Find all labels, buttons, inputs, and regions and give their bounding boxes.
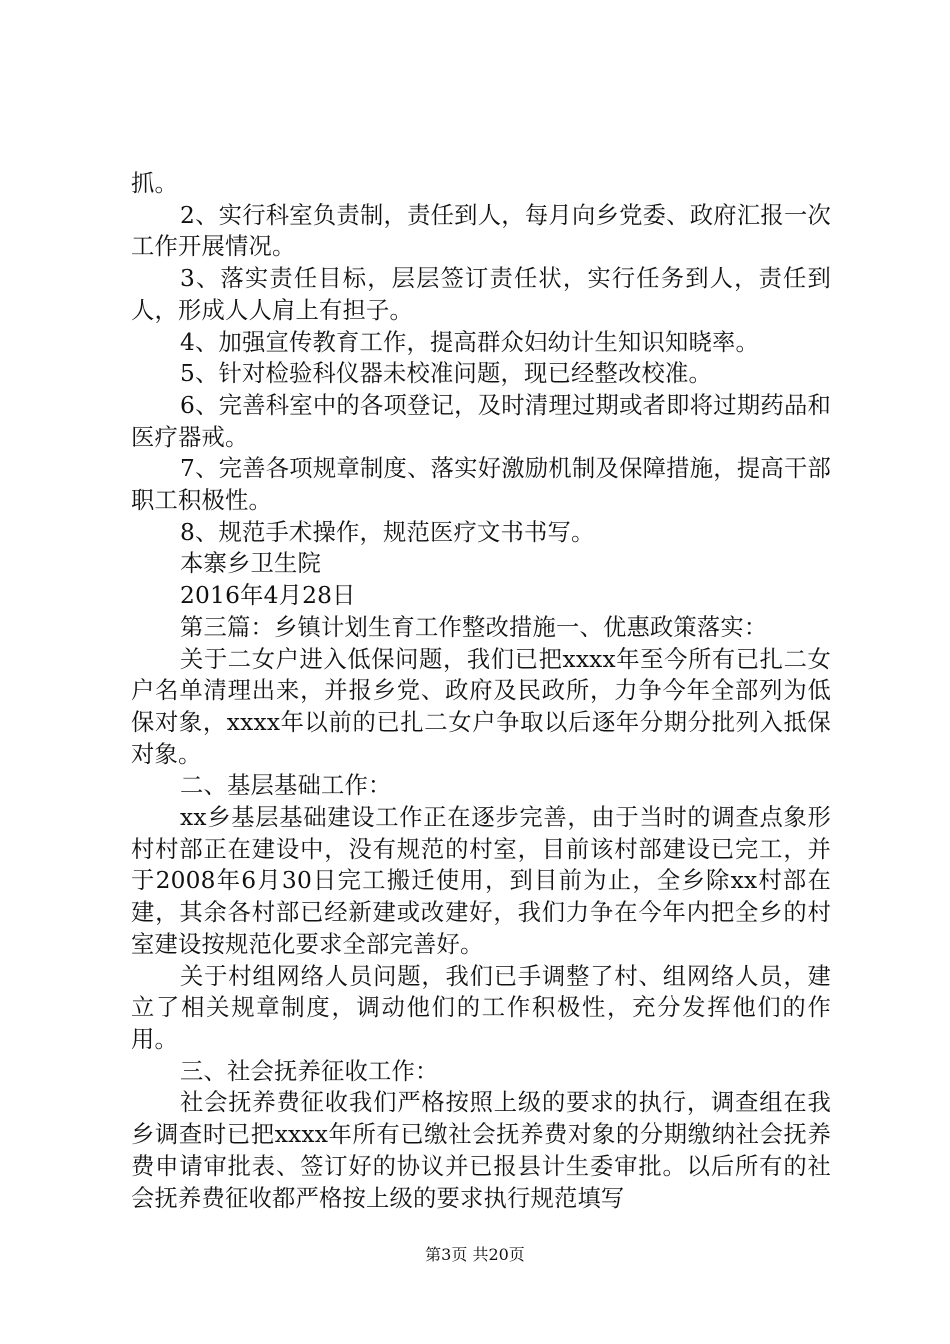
signature-organization: 本寨乡卫生院 — [180, 550, 321, 578]
paragraph-fee-collection: 社会抚养费征收我们严格按照上级的要求的执行，调查组在我乡调查时已把xxxx年所有已缴社会抚养费对象的分期缴纳社会抚养费申请审批表、签订好的协议并已报县计生委审批。以后所有的社会抚养费征收都严格按上级的要求执行规范填写 — [131, 1089, 831, 1212]
document-body — [131, 168, 831, 1214]
paragraph-item-7: 7、完善各项规章制度、落实好激励机制及保障措施，提高干部职工积极性。 — [131, 455, 831, 515]
subheading-fee-collection: 三、社会抚养征收工作： — [180, 1057, 439, 1085]
paragraph-network: 关于村组网络人员问题，我们已手调整了村、组网络人员，建立了相关规章制度，调动他们的工作积极性，充分发挥他们的作用。 — [131, 962, 831, 1053]
paragraph-continuation: 抓。 — [131, 170, 178, 197]
paragraph-grassroots: xx乡基层基础建设工作正在逐步完善，由于当时的调查点象形村村部正在建设中，没有规范的村室，目前该村部建设已完工，并于2008年6月30日完工搬迁使用，到目前为止，全乡除xx村部在建，其余各村部已经新建或改建好，我们力争在今年内把全乡的村室建设按规范化要求全部完善好。 — [131, 804, 831, 958]
paragraph-item-4: 4、加强宣传教育工作，提高群众妇幼计生知识知晓率。 — [180, 328, 759, 356]
page-footer — [0, 1245, 950, 1265]
signature-date: 2016年4月28日 — [180, 582, 356, 610]
section-heading: 第三篇：乡镇计划生育工作整改措施一、优惠政策落实： — [180, 613, 768, 641]
paragraph-item-3: 3、落实责任目标，层层签订责任状，实行任务到人，责任到人，形成人人肩上有担子。 — [131, 265, 831, 324]
subheading-grassroots: 二、基层基础工作： — [180, 772, 392, 800]
page-number: 第3页 共20页 — [425, 1245, 525, 1264]
paragraph-item-2: 2、实行科室负责制，责任到人，每月向乡党委、政府汇报一次工作开展情况。 — [131, 201, 831, 261]
paragraph-policy: 关于二女户进入低保问题，我们已把xxxx年至今所有已扎二女户名单清理出来，并报乡党、政府及民政所，力争今年全部列为低保对象，xxxx年以前的已扎二女户争取以后逐年分期分批列入抵保对象。 — [131, 645, 831, 768]
paragraph-item-6: 6、完善科室中的各项登记，及时清理过期或者即将过期药品和医疗器戒。 — [131, 391, 831, 451]
paragraph-item-8: 8、规范手术操作，规范医疗文书书写。 — [180, 518, 595, 546]
paragraph-item-5: 5、针对检验科仪器未校准问题，现已经整改校准。 — [180, 360, 712, 388]
